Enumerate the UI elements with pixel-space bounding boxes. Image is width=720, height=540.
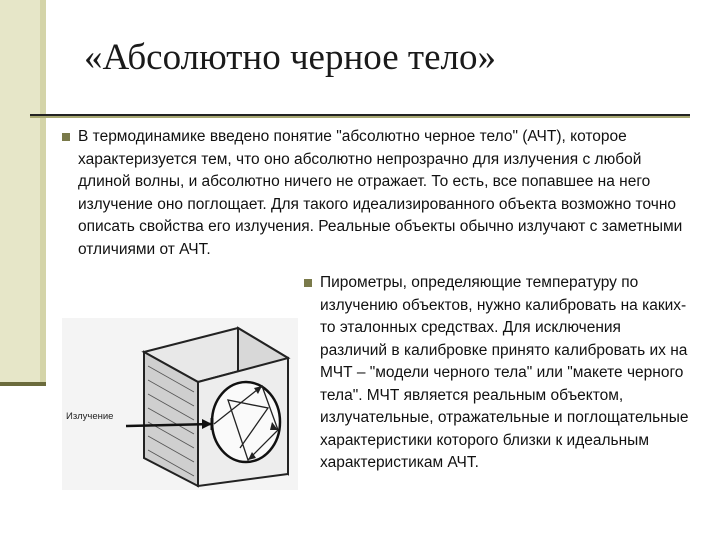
paragraph-pyrometers: Пирометры, определяющие температуру по излучению объектов, нужно калибровать на каких-то эталонных средствах. Для исключения различий в калибровке принято калибровать их на МЧТ – "модели черного тела" или "макете черного тела". МЧТ является реальным объектом, излучательные, отражательные и поглощательные характеристики которого близки к идеальным характеристикам АЧТ. <box>320 274 689 471</box>
black-body-cavity-figure <box>62 318 298 490</box>
left-bar-tick <box>0 382 46 386</box>
title-divider-accent <box>30 116 690 118</box>
paragraph-definition: В термодинамике введено понятие "абсолютно черное тело" (АЧТ), которое характеризуется тем, что оно абсолютно непрозрачно для излучения с любой длиной волны, и абсолютно ничего не отражает. То есть, все попавшее на него излучение оно поглощает. Для такого идеализированного объекта возможно точно описать свойства его излучения. Реальные объекты обычно излучают с заметными отличиями от АЧТ. <box>78 128 683 258</box>
left-bar-accent <box>40 0 46 386</box>
radiation-label: Излучение <box>66 411 114 422</box>
slide-title: «Абсолютно черное тело» <box>84 37 496 78</box>
bullet-marker <box>304 279 312 287</box>
bullet-marker <box>62 133 70 141</box>
cavity-sphere <box>212 382 280 462</box>
black-body-cavity-diagram <box>62 318 298 490</box>
